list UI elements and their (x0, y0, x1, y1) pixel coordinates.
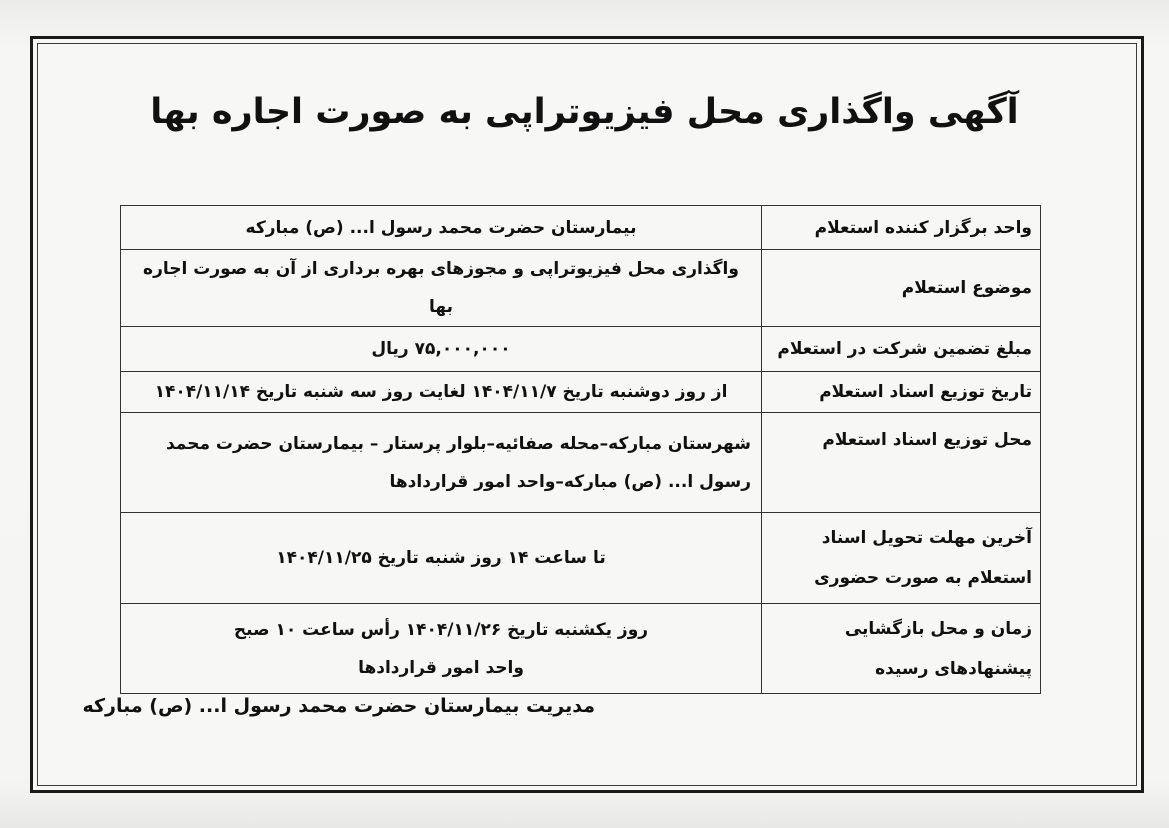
notice-footer-signature: مدیریت بیمارستان حضرت محمد رسول ا... (ص) مبارکه (82, 695, 595, 717)
table-row-distribution-date (121, 372, 1041, 413)
row-value-deadline (121, 513, 762, 604)
value-line: روز یکشنبه تاریخ ۱۴۰۴/۱۱/۲۶ رأس ساعت ۱۰ صبح (233, 619, 649, 640)
value-line: از روز دوشنبه تاریخ ۱۴۰۴/۱۱/۷ لغایت روز سه شنبه تاریخ ۱۴۰۴/۱۱/۱۴ (154, 382, 728, 402)
row-label-organizer (762, 206, 1041, 250)
table-row-distribution-place (121, 413, 1041, 513)
table-row-guarantee (121, 327, 1041, 372)
value-line: تا ساعت ۱۴ روز شنبه تاریخ ۱۴۰۴/۱۱/۲۵ (276, 548, 606, 568)
label-line: واحد برگزار کننده استعلام (814, 217, 1032, 238)
value-line: بیمارستان حضرت محمد رسول ا... (ص) مبارکه (245, 217, 637, 238)
row-value-subject (121, 250, 762, 327)
row-value-guarantee (121, 327, 762, 372)
row-value-opening (121, 604, 762, 694)
value-line: رسول ا... (ص) مبارکه–واحد امور قراردادها (389, 471, 751, 492)
table-row-deadline (121, 513, 1041, 604)
row-label-distribution-date (762, 372, 1041, 413)
label-line: موضوع استعلام (901, 278, 1032, 298)
notice-title: آگهی واگذاری محل فیزیوتراپی به صورت اجاره بها (150, 92, 1019, 132)
value-line: واحد امور قراردادها (358, 657, 524, 678)
label-line: استعلام به صورت حضوری (814, 568, 1032, 588)
notice-table (120, 205, 1041, 694)
table-row-opening (121, 604, 1041, 694)
row-value-distribution-date (121, 372, 762, 413)
label-line: محل توزیع اسناد استعلام (822, 430, 1032, 450)
value-line: ۷۵,۰۰۰,۰۰۰ ریال (371, 339, 511, 359)
row-label-subject (762, 250, 1041, 327)
table-row-subject (121, 250, 1041, 327)
table-row-organizer (121, 206, 1041, 250)
row-label-deadline (762, 513, 1041, 604)
value-line: شهرستان مبارکه–محله صفائیه–بلوار پرستار – بیمارستان حضرت محمد (165, 433, 751, 454)
label-line: تاریخ توزیع اسناد استعلام (819, 382, 1032, 402)
label-line: مبلغ تضمین شرکت در استعلام (777, 339, 1032, 359)
value-line: واگذاری محل فیزیوتراپی و مجوزهای بهره برداری از آن به صورت اجاره بها (143, 259, 739, 317)
row-value-distribution-place (121, 413, 762, 513)
row-value-organizer (121, 206, 762, 250)
label-line: آخرین مهلت تحویل اسناد (821, 528, 1032, 548)
row-label-distribution-place (762, 413, 1041, 513)
row-label-opening (762, 604, 1041, 694)
label-line: پیشنهادهای رسیده (875, 658, 1032, 679)
row-label-guarantee (762, 327, 1041, 372)
label-line: زمان و محل بازگشایی (844, 618, 1032, 639)
